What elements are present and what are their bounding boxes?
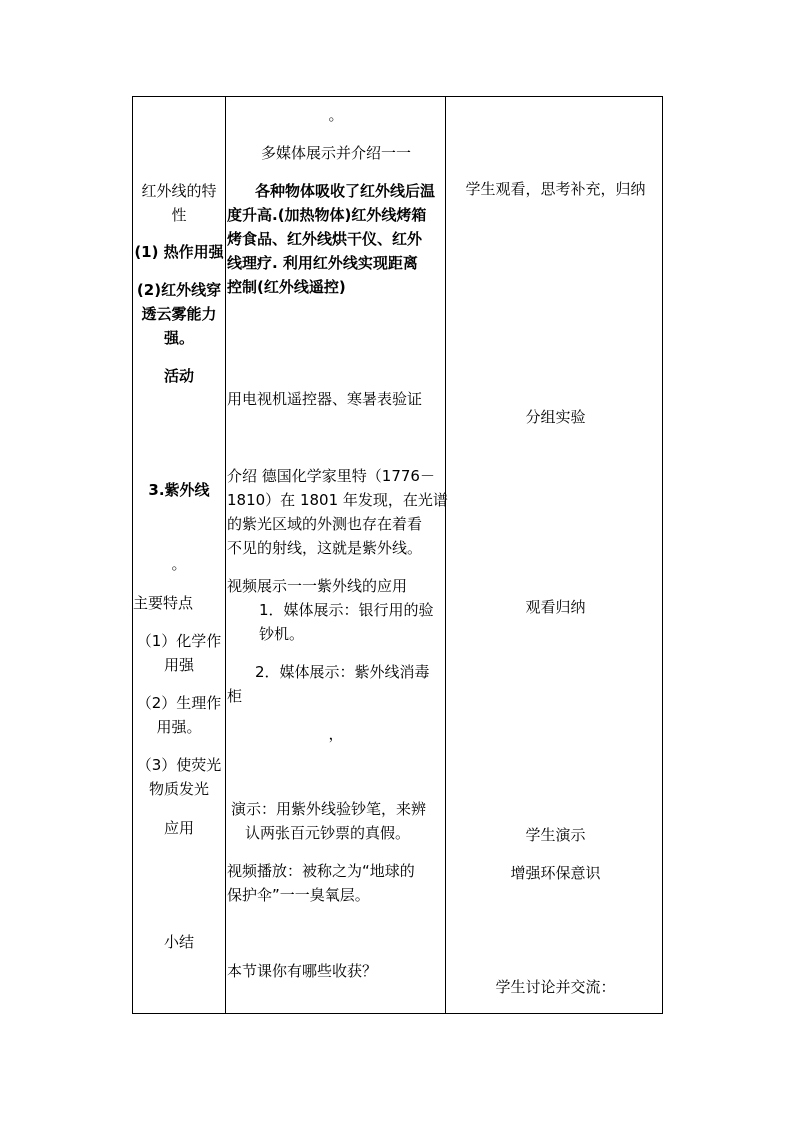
video-ozone-line-1: 视频播放：被称之为“地球的 bbox=[227, 862, 415, 880]
video-ozone-line-2: 保护伞”一一臭氧层。 bbox=[227, 886, 370, 904]
uv-feature-3-line-1: （3）使荧光 bbox=[136, 756, 222, 774]
student-discuss: 学生讨论并交流： bbox=[495, 978, 616, 996]
ir-text-line-2: 度升高.(加热物体)红外线烤箱 bbox=[227, 206, 427, 224]
ir-text-line-4: 线理疗. 利用红外线实现距离 bbox=[227, 254, 418, 272]
ir-feature-1: (1) 热作用强 bbox=[134, 243, 224, 261]
media-2-line-2: 柜 bbox=[227, 687, 243, 705]
comma-mark: ， bbox=[328, 725, 344, 743]
media-intro: 多媒体展示并介绍一一 bbox=[260, 144, 411, 162]
uv-intro-line-4: 不见的射线，这就是紫外线。 bbox=[227, 539, 423, 557]
column-divider-2 bbox=[445, 97, 446, 1013]
top-dot: 。 bbox=[328, 106, 344, 124]
uv-intro-line-2: 1810）在 1801 年发现，在光谱 bbox=[227, 491, 448, 509]
ir-feature-2-line-3: 强。 bbox=[163, 329, 194, 347]
uv-feature-2-line-1: （2）生理作 bbox=[136, 694, 222, 712]
column-divider-1 bbox=[225, 97, 226, 1013]
uv-feature-2-line-2: 用强。 bbox=[156, 718, 202, 736]
media-2-line-1: 2．媒体展示：紫外线消毒 bbox=[255, 663, 430, 681]
group-experiment: 分组实验 bbox=[525, 408, 586, 426]
ir-properties-title-2: 性 bbox=[171, 206, 187, 224]
eco-awareness: 增强环保意识 bbox=[510, 864, 601, 882]
media-1-line-1: 1．媒体展示：银行用的验 bbox=[259, 601, 434, 619]
summary-heading: 小结 bbox=[163, 933, 194, 951]
ir-text-line-1: 各种物体吸收了红外线后温 bbox=[255, 182, 436, 200]
uv-intro-line-1: 介绍 德国化学家里特（1776－ bbox=[227, 467, 435, 485]
harvest-question: 本节课你有哪些收获？ bbox=[227, 962, 378, 980]
lesson-plan-table bbox=[132, 96, 663, 1014]
application-heading: 应用 bbox=[163, 819, 194, 837]
student-demo: 学生演示 bbox=[525, 826, 586, 844]
uv-heading: 3.紫外线 bbox=[148, 481, 210, 499]
uv-intro-line-3: 的紫光区域的外测也存在着看 bbox=[227, 515, 423, 533]
student-observe: 学生观看，思考补充，归纳 bbox=[465, 180, 646, 198]
watch-summarize: 观看归纳 bbox=[525, 598, 586, 616]
ir-feature-2-line-1: (2)红外线穿 bbox=[136, 281, 222, 299]
demo-line-1: 演示：用紫外线验钞笔，来辨 bbox=[231, 800, 427, 818]
video-uv-applications: 视频展示一一紫外线的应用 bbox=[227, 577, 408, 595]
uv-feature-3-line-2: 物质发光 bbox=[148, 780, 209, 798]
ir-feature-2-line-2: 透云雾能力 bbox=[141, 305, 217, 323]
uv-feature-1-line-2: 用强 bbox=[163, 656, 194, 674]
demo-line-2: 认两张百元钞票的真假。 bbox=[245, 824, 411, 842]
ir-text-line-3: 烤食品、红外线烘干仪、红外 bbox=[227, 230, 423, 248]
activity-heading: 活动 bbox=[163, 367, 194, 385]
uv-feature-1-line-1: （1）化学作 bbox=[136, 632, 222, 650]
uv-dot: 。 bbox=[171, 555, 187, 573]
ir-text-line-5: 控制(红外线遥控) bbox=[227, 278, 346, 296]
verify-text: 用电视机遥控器、寒暑表验证 bbox=[227, 390, 423, 408]
ir-properties-title-1: 红外线的特 bbox=[141, 182, 217, 200]
main-features-heading: 主要特点 bbox=[133, 594, 194, 612]
media-1-line-2: 钞机。 bbox=[259, 625, 305, 643]
